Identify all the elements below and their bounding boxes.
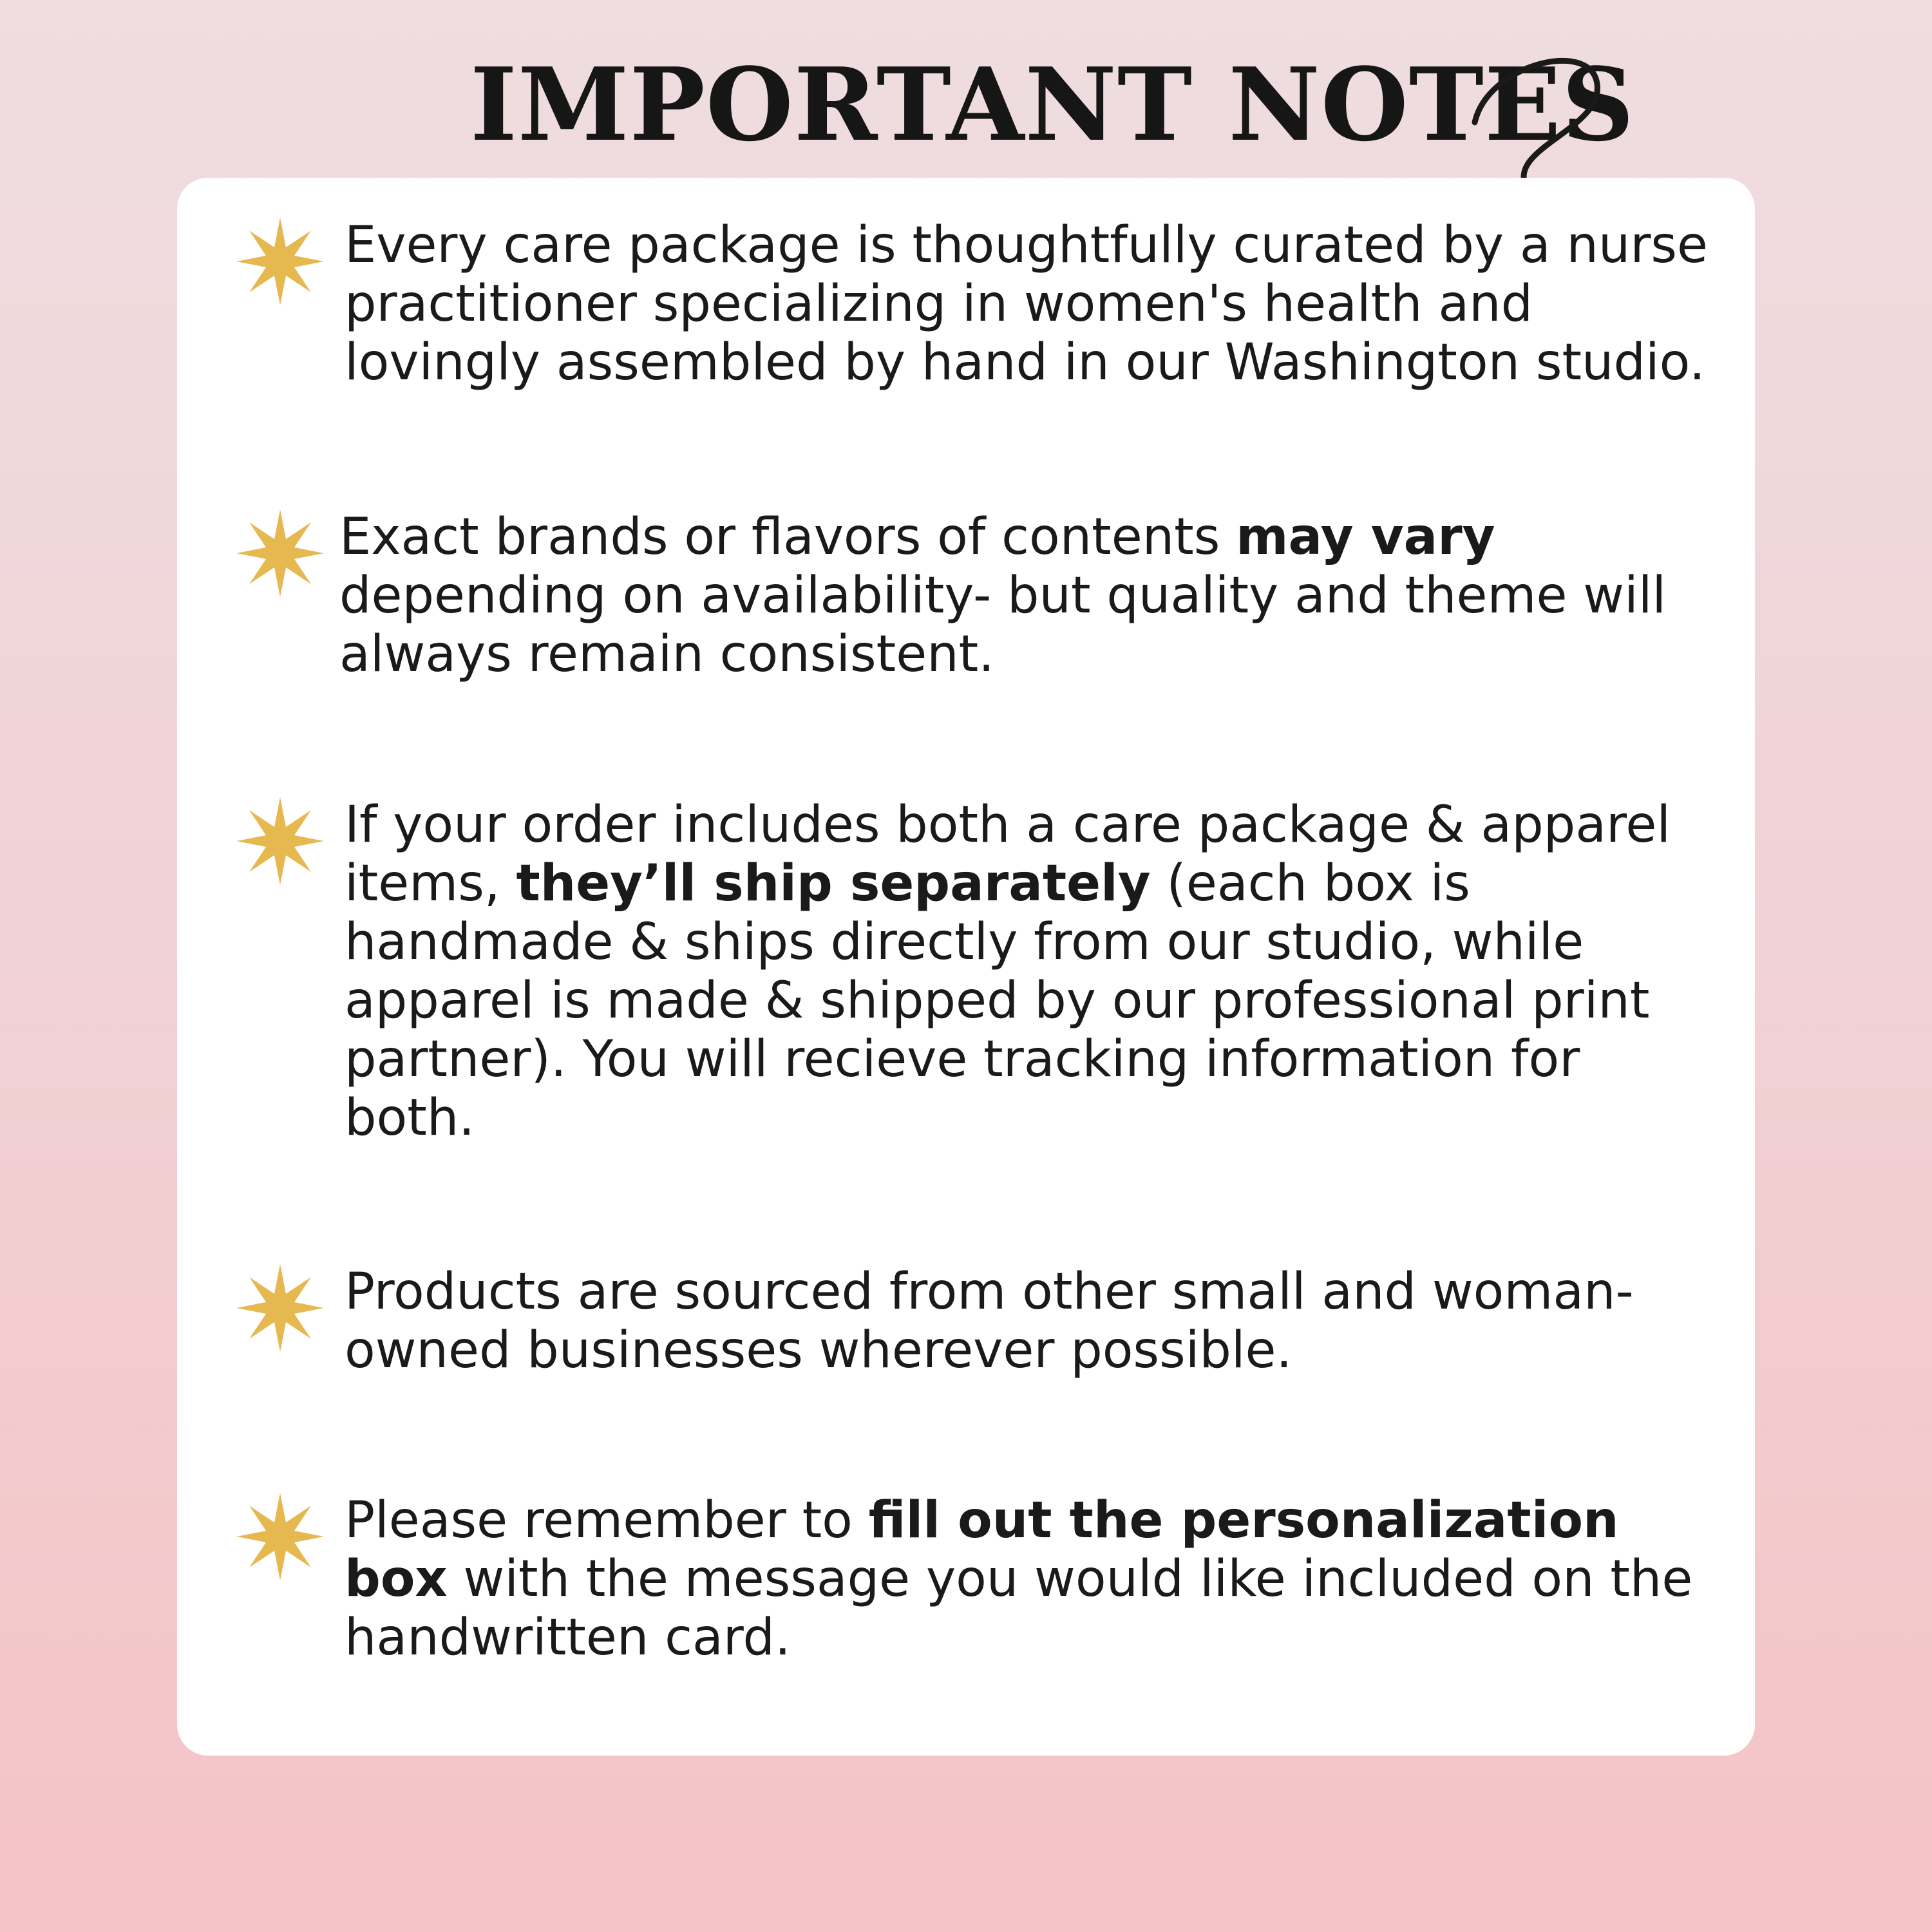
note-text: Every care package is thoughtfully curated by a nurse practitioner specializing in women's health and lovingly assembled by hand in our Washington studio. [345, 216, 1709, 392]
note-emphasis: may vary [1236, 508, 1495, 566]
note-text: Products are sourced from other small and woman-owned businesses wherever possible. [345, 1263, 1634, 1379]
eight-point-star-icon [235, 1492, 325, 1582]
notes-card [177, 178, 1755, 1756]
note-text: If your order includes both a care package & apparel items, they’ll ship separately (each box is handmade & ships directly from our studio, while apparel is made & shipped by our professional print partner). You will recieve tracking information for both. [345, 796, 1671, 1147]
eight-point-star-icon [235, 1263, 325, 1353]
page-title: IMPORTANT NOTES [470, 46, 1635, 164]
eight-point-star-icon [235, 508, 325, 598]
note-emphasis: they’ll ship separately [516, 855, 1151, 913]
eight-point-star-icon [235, 796, 325, 886]
eight-point-star-icon [235, 216, 325, 307]
note-emphasis: fill out the personalization box [345, 1492, 1619, 1608]
note-text: Please remember to fill out the personalization box with the message you would like included on the handwritten card. [345, 1492, 1693, 1667]
note-text: Exact brands or flavors of contents may vary depending on availability- but quality and theme will always remain consistent. [339, 508, 1667, 683]
